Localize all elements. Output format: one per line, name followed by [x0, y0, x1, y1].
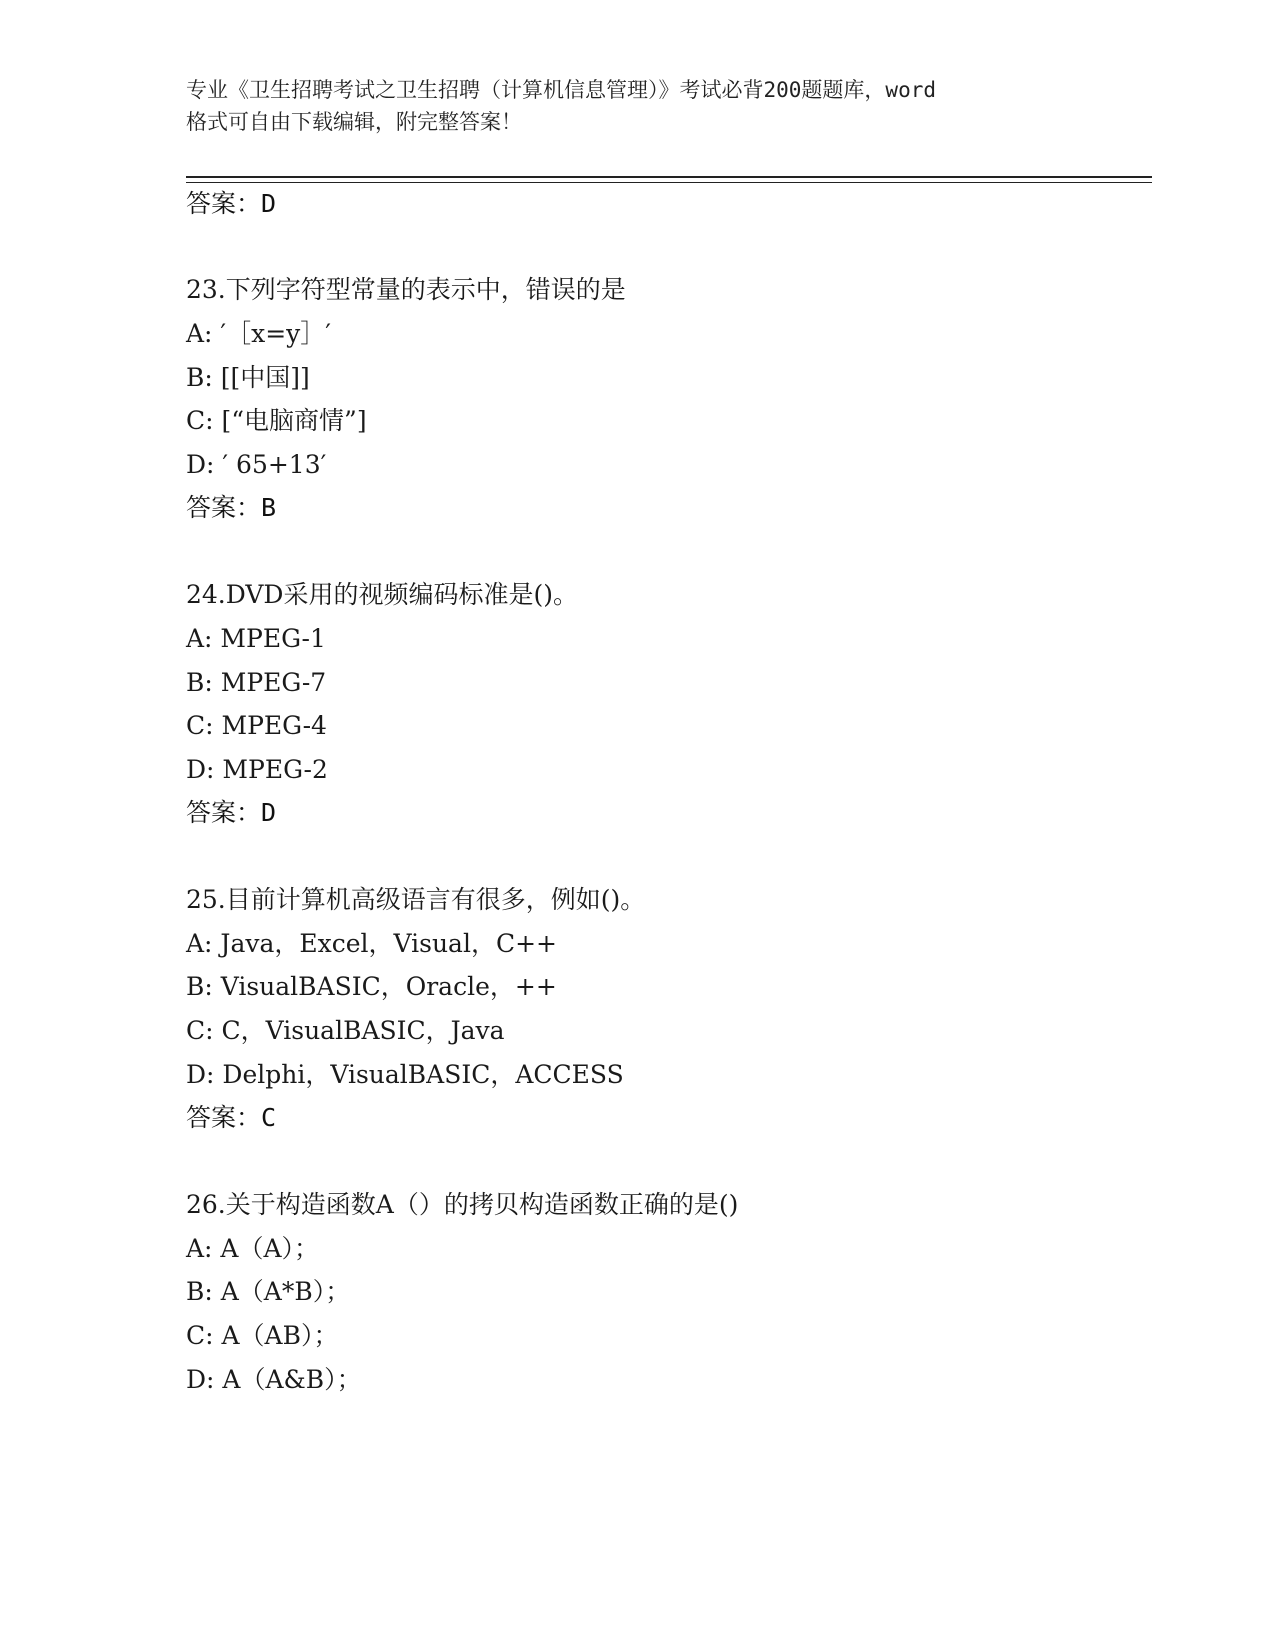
option-b: B: VisualBASIC，Oracle，++ — [186, 972, 557, 1001]
answer-line: 答案：D — [186, 189, 277, 218]
option-b: B: MPEG-7 — [186, 668, 327, 697]
header-line-1: 专业《卫生招聘考试之卫生招聘（计算机信息管理）》考试必背200题题库，word — [186, 78, 936, 102]
header-divider — [186, 176, 1152, 183]
header-line-2: 格式可自由下载编辑，附完整答案！ — [186, 110, 522, 134]
option-b: B: [[中国]] — [186, 363, 310, 392]
answer-line: 答案：B — [186, 493, 277, 522]
option-c: C: [“电脑商情”] — [186, 406, 367, 435]
answer-line: 答案：C — [186, 1103, 277, 1132]
question-stem: 25.目前计算机高级语言有很多，例如()。 — [186, 885, 646, 914]
option-a: A: Java，Excel，Visual，C++ — [186, 929, 557, 958]
option-d: D: Delphi，VisualBASIC，ACCESS — [186, 1060, 624, 1089]
option-d: D: ′ 65+13′ — [186, 450, 327, 479]
option-d: D: MPEG-2 — [186, 755, 328, 784]
option-a: A: MPEG-1 — [186, 624, 326, 653]
option-a: A: ′［x=y］′ — [186, 319, 331, 348]
option-c: C: A（AB）； — [186, 1321, 339, 1350]
option-c: C: C，VisualBASIC，Java — [186, 1016, 505, 1045]
option-d: D: A（A&B）； — [186, 1365, 362, 1394]
option-b: B: A（A*B）； — [186, 1277, 351, 1306]
option-c: C: MPEG-4 — [186, 711, 327, 740]
question-stem: 23.下列字符型常量的表示中，错误的是 — [186, 275, 626, 304]
answer-line: 答案：D — [186, 798, 277, 827]
question-stem: 24.DVD采用的视频编码标准是()。 — [186, 580, 578, 609]
option-a: A: A（A）； — [186, 1234, 320, 1263]
document-header — [186, 74, 1086, 138]
question-stem: 26.关于构造函数A（）的拷贝构造函数正确的是() — [186, 1190, 739, 1219]
